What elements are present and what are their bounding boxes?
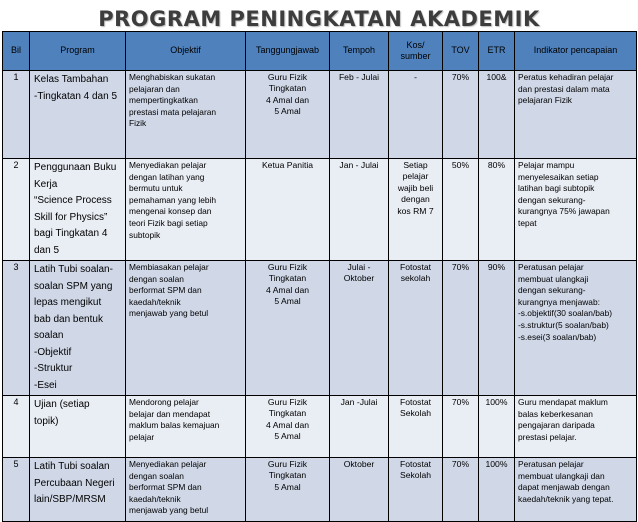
cell-program-line: Latih Tubi soalan: [34, 461, 110, 472]
cell-indikator-line: Peratus kehadiran pelajar: [518, 72, 614, 82]
cell-indikator: [515, 396, 637, 458]
cell-tov: 50%: [443, 159, 479, 261]
cell-kos-line: Sekolah: [399, 470, 432, 481]
cell-indikator: [515, 71, 637, 159]
table-body: [3, 71, 637, 522]
cell-objektif: [126, 71, 246, 159]
cell-kos: [389, 71, 443, 159]
cell-objektif: [126, 396, 246, 458]
header-program: Program: [30, 32, 126, 71]
cell-objektif-line: subtopik: [129, 229, 161, 240]
cell-kos-line: sekolah: [400, 273, 431, 284]
cell-tempoh-line: Jan - Julai: [339, 160, 379, 170]
cell-objektif-line: Menyediakan pelajar: [129, 160, 207, 170]
cell-kos-line: dengan: [401, 194, 430, 205]
cell-indikator-line: -s.esei(3 soalan/bab): [518, 331, 597, 342]
cell-indikator-line: Peratusan pelajar: [518, 459, 584, 469]
cell-tanggungjawab-line: Tingkatan: [268, 470, 307, 481]
cell-indikator-line: kurangnya menjawab:: [518, 296, 600, 307]
cell-indikator-line: membuat ulangkaji dan: [518, 470, 605, 481]
cell-objektif-line: pelajaran dan: [129, 83, 180, 94]
cell-objektif: [126, 458, 246, 522]
cell-kos: [389, 458, 443, 522]
cell-objektif-line: kaedah/teknik: [129, 296, 181, 307]
cell-tempoh: [330, 159, 389, 261]
cell-etr: 80%: [479, 159, 515, 261]
header-tov: TOV: [443, 32, 479, 71]
cell-objektif-line: pemahaman yang lebih: [129, 194, 217, 205]
cell-kos: [389, 396, 443, 458]
header-kos: [389, 32, 443, 71]
cell-objektif: [126, 261, 246, 396]
cell-tanggungjawab-line: 5 Amal: [274, 106, 301, 117]
cell-etr: 100&: [479, 71, 515, 159]
cell-tanggungjawab: [246, 159, 330, 261]
cell-tanggungjawab-line: 5 Amal: [274, 296, 301, 307]
cell-tov: 70%: [443, 261, 479, 396]
cell-objektif-line: berformat SPM dan: [129, 482, 202, 493]
cell-kos-line: Fotostat: [399, 397, 432, 407]
program-table: [2, 31, 637, 522]
cell-bil: 5: [3, 458, 30, 522]
cell-kos: [389, 159, 443, 261]
header-etr: ETR: [479, 32, 515, 71]
table-row: [3, 458, 637, 522]
cell-tov: 70%: [443, 396, 479, 458]
cell-tanggungjawab: [246, 458, 330, 522]
cell-program: [30, 71, 126, 159]
cell-kos-line: Fotostat: [399, 262, 432, 272]
cell-indikator-line: pengajaran daripada: [518, 420, 595, 431]
cell-program-line: Kerja: [34, 178, 58, 190]
header-tempoh: Tempoh: [330, 32, 389, 71]
cell-indikator-line: -s.objektif(30 soalan/bab): [518, 308, 613, 319]
cell-tanggungjawab: [246, 261, 330, 396]
cell-kos-line: kos RM 7: [397, 205, 434, 216]
cell-program: [30, 458, 126, 522]
table-row: [3, 71, 637, 159]
cell-objektif-line: Membiasakan pelajar: [129, 262, 209, 272]
cell-indikator-line: dapat menjawab dengan: [518, 482, 610, 493]
cell-tempoh-line: Julai -: [347, 262, 371, 272]
cell-objektif-line: dengan latihan yang: [129, 171, 205, 182]
cell-indikator: [515, 261, 637, 396]
cell-program-line: lepas mengikut: [34, 297, 102, 308]
cell-objektif-line: mempertingkatkan: [129, 95, 198, 106]
cell-kos-line: -: [414, 72, 417, 82]
cell-program-line: -Esei: [34, 379, 57, 391]
cell-objektif-line: Menghabiskan sukatan: [129, 72, 216, 82]
cell-program-line: dan 5: [34, 244, 60, 256]
header-kos-line2: sumber: [400, 51, 431, 61]
cell-indikator-line: Peratusan pelajar: [518, 262, 584, 272]
cell-bil: 4: [3, 396, 30, 458]
cell-objektif-line: menjawab yang betul: [129, 505, 209, 516]
cell-tempoh-line: Oktober: [343, 459, 375, 469]
header-kos-line1: Kos/: [406, 39, 425, 50]
cell-etr: 100%: [479, 458, 515, 522]
cell-tanggungjawab-line: Guru Fizik: [267, 262, 308, 272]
cell-indikator-line: tepat: [518, 217, 537, 228]
cell-program-line: soalan: [34, 330, 64, 341]
cell-indikator-line: pelajaran Fizik: [518, 95, 572, 106]
cell-tanggungjawab-line: Guru Fizik: [267, 397, 308, 407]
cell-bil: 1: [3, 71, 30, 159]
header-tanggungjawab: Tanggungjawab: [246, 32, 330, 71]
cell-tanggungjawab-line: 4 Amal dan: [266, 419, 309, 430]
cell-tanggungjawab-line: 5 Amal: [274, 481, 301, 492]
cell-bil: 3: [3, 261, 30, 396]
cell-program-line: topik): [34, 415, 59, 427]
cell-kos-line: wajib beli: [397, 182, 434, 193]
cell-kos-line: Setiap: [403, 160, 428, 170]
cell-indikator-line: dengan sekurang-: [518, 194, 586, 205]
cell-etr: 100%: [479, 396, 515, 458]
cell-objektif-line: dengan soalan: [129, 273, 184, 284]
cell-program-line: soalan SPM yang: [34, 280, 113, 292]
cell-tempoh-line: Feb - Julai: [338, 72, 380, 82]
cell-program-line: Ujian (setiap: [34, 399, 90, 410]
cell-tempoh: [330, 458, 389, 522]
cell-kos-line: Sekolah: [399, 408, 432, 419]
cell-objektif-line: berformat SPM dan: [129, 285, 202, 296]
cell-kos: [389, 261, 443, 396]
cell-bil: 2: [3, 159, 30, 261]
cell-indikator-line: kaedah/teknik yang tepat.: [518, 493, 614, 504]
cell-objektif-line: Fizik: [129, 118, 147, 129]
cell-tanggungjawab-line: Ketua Panitia: [261, 160, 314, 170]
cell-indikator-line: prestasi pelajar.: [518, 431, 577, 442]
header-bil: Bil: [3, 32, 30, 71]
cell-tanggungjawab-line: Tingkatan: [268, 408, 307, 419]
cell-objektif-line: belajar dan mendapat: [129, 408, 211, 419]
cell-objektif-line: kaedah/teknik: [129, 493, 181, 504]
cell-tanggungjawab-line: 4 Amal dan: [266, 94, 309, 105]
header-row: [3, 32, 637, 71]
cell-program-line: lain/SBP/MRSM: [34, 494, 106, 505]
cell-objektif-line: Mendorong pelajar: [129, 397, 199, 407]
cell-tanggungjawab-line: Guru Fizik: [267, 459, 308, 469]
cell-indikator-line: Pelajar mampu: [518, 160, 575, 170]
cell-objektif-line: teori Fizik bagi setiap: [129, 217, 208, 228]
cell-indikator-line: kurangnya 75% jawapan: [518, 206, 610, 217]
cell-objektif-line: dengan soalan: [129, 470, 184, 481]
cell-program: [30, 159, 126, 261]
cell-tanggungjawab: [246, 71, 330, 159]
cell-program: [30, 396, 126, 458]
cell-program-line: -Struktur: [34, 363, 73, 374]
cell-program-line: Penggunaan Buku: [34, 162, 117, 173]
cell-indikator-line: -s.struktur(5 soalan/bab): [518, 319, 609, 330]
table-row: [3, 159, 637, 261]
cell-objektif-line: Menyediakan pelajar: [129, 459, 207, 469]
cell-program-line: bab dan bentuk: [34, 313, 103, 325]
cell-indikator-line: dengan sekurang-: [518, 285, 586, 296]
table-row: [3, 396, 637, 458]
cell-program-line: -Objektif: [34, 346, 72, 358]
cell-indikator-line: membuat ulangkaji: [518, 273, 589, 284]
cell-indikator-line: latihan bagi subtopik: [518, 183, 595, 194]
cell-etr: 90%: [479, 261, 515, 396]
cell-tanggungjawab-line: 4 Amal dan: [266, 284, 309, 295]
cell-indikator-line: Guru mendapat maklum: [518, 397, 608, 407]
cell-indikator: [515, 458, 637, 522]
page-title: PROGRAM PENINGKATAN AKADEMIK: [98, 7, 540, 31]
header-indikator: Indikator pencapaian: [515, 32, 637, 71]
cell-tempoh-line: Jan -Julai: [340, 397, 378, 407]
cell-kos-line: pelajar: [402, 171, 429, 182]
cell-objektif-line: bermutu untuk: [129, 183, 183, 194]
cell-objektif-line: mengenai konsep dan: [129, 206, 212, 217]
cell-tanggungjawab: [246, 396, 330, 458]
cell-objektif-line: pelajar: [129, 431, 155, 442]
cell-tanggungjawab-line: Guru Fizik: [267, 72, 308, 82]
cell-program-line: Kelas Tambahan: [34, 74, 109, 85]
header-objektif: Objektif: [126, 32, 246, 71]
table-row: [3, 261, 637, 396]
cell-program-line: “Science Process: [34, 195, 112, 206]
cell-program-line: Percubaan Negeri: [34, 477, 115, 489]
cell-tempoh: [330, 71, 389, 159]
cell-program-line: -Tingkatan 4 dan 5: [34, 90, 118, 102]
cell-objektif-line: maklum balas kemajuan: [129, 420, 220, 431]
cell-tov: 70%: [443, 71, 479, 159]
cell-tanggungjawab-line: Tingkatan: [268, 273, 307, 284]
cell-tov: 70%: [443, 458, 479, 522]
cell-kos-line: Fotostat: [399, 459, 432, 469]
cell-objektif-line: menjawab yang betul: [129, 308, 209, 319]
cell-indikator-line: balas keberkesanan: [518, 408, 593, 419]
cell-objektif: [126, 159, 246, 261]
cell-program-line: bagi Tingkatan 4: [34, 228, 108, 239]
cell-program-line: Skill for Physics”: [34, 211, 108, 223]
cell-tanggungjawab-line: Tingkatan: [268, 83, 307, 94]
cell-indikator-line: dan prestasi dalam mata: [518, 83, 610, 94]
cell-tanggungjawab-line: 5 Amal: [274, 431, 301, 442]
cell-indikator: [515, 159, 637, 261]
cell-objektif-line: prestasi mata pelajaran: [129, 106, 217, 117]
cell-tempoh: [330, 396, 389, 458]
cell-tempoh-line: Oktober: [343, 273, 375, 284]
cell-indikator-line: menyelesaikan setiap: [518, 171, 599, 182]
cell-program: [30, 261, 126, 396]
cell-program-line: Latih Tubi soalan-: [34, 264, 113, 275]
cell-tempoh: [330, 261, 389, 396]
